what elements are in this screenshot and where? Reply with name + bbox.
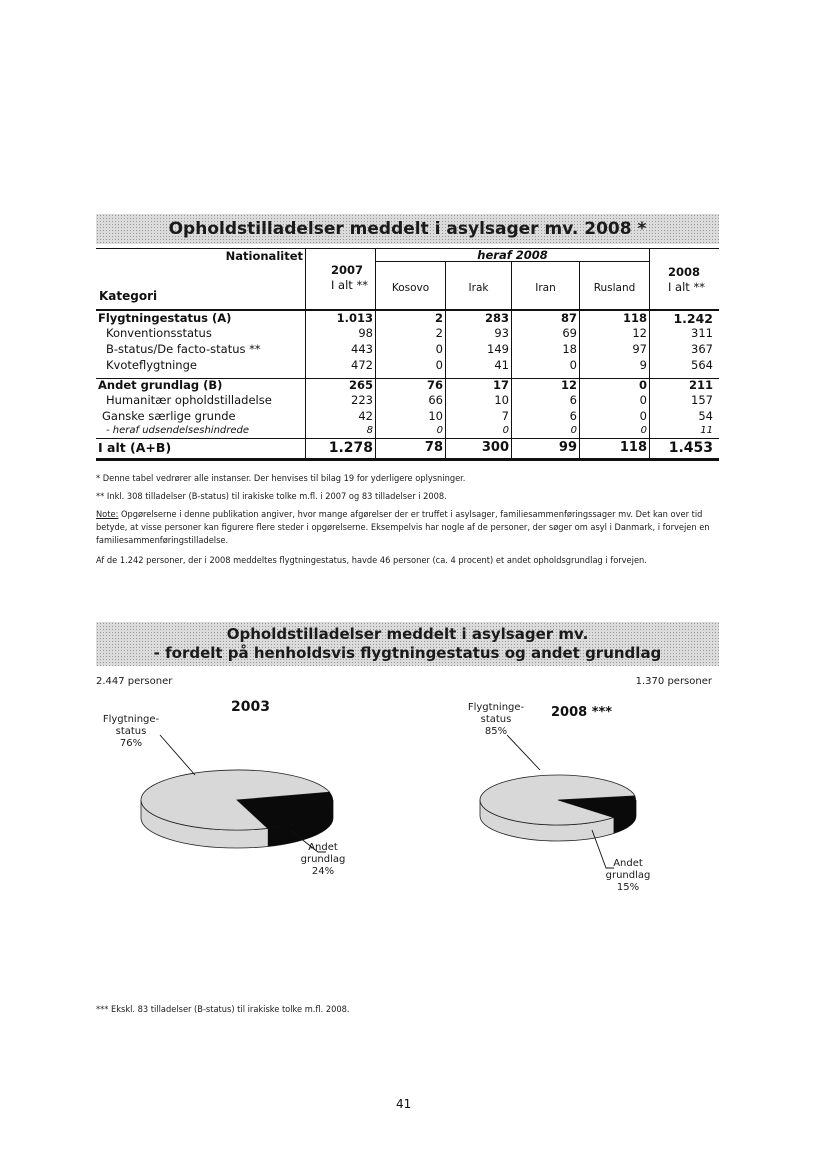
cell-2007: 223 bbox=[351, 393, 373, 407]
cell-rusland: 0 bbox=[640, 425, 647, 436]
row-label: Andet grundlag (B) bbox=[98, 378, 223, 392]
cell-irak: 41 bbox=[494, 358, 509, 372]
cell-irak: 300 bbox=[481, 440, 509, 455]
cell-irak: 17 bbox=[492, 378, 509, 392]
label-line: Andet bbox=[613, 858, 643, 869]
row-label: Flygtningestatus (A) bbox=[98, 311, 232, 325]
cell-iran: 18 bbox=[562, 342, 577, 356]
cell-2008: 311 bbox=[691, 326, 713, 340]
cell-kosovo: 0 bbox=[435, 358, 443, 372]
label-line: Andet bbox=[308, 842, 338, 853]
cell-2008: 1.453 bbox=[668, 440, 713, 456]
row-label: B-status/De facto-status ** bbox=[106, 342, 261, 356]
cell-iran: 6 bbox=[569, 393, 577, 407]
cell-2008: 54 bbox=[698, 409, 713, 423]
cell-rusland: 0 bbox=[639, 409, 647, 423]
cell-2008: 1.242 bbox=[673, 311, 713, 326]
chart-title-1: Opholdstilladelser meddelt i asylsager mv. bbox=[226, 625, 589, 643]
cell-2008: 11 bbox=[700, 425, 713, 436]
total-2008: 1.370 personer bbox=[635, 676, 712, 687]
cell-rusland: 97 bbox=[632, 342, 647, 356]
row-label: Kvoteflygtninge bbox=[106, 358, 197, 372]
header-rusland: Rusland bbox=[593, 282, 636, 294]
header-nationalitet: Nationalitet bbox=[225, 249, 303, 263]
cell-iran: 99 bbox=[558, 440, 577, 455]
cell-kosovo: 66 bbox=[428, 393, 443, 407]
note-4: Af de 1.242 personer, der i 2008 meddeltes flygtningestatus, havde 46 personer (ca. 4 procent) et andet opholdsgrundlag i forvejen. bbox=[96, 555, 647, 566]
label-line: 85% bbox=[484, 726, 508, 737]
cell-rusland: 0 bbox=[638, 378, 647, 392]
cell-rusland: 9 bbox=[639, 358, 647, 372]
chart-title-2008: 2008 *** bbox=[551, 705, 613, 720]
row-label: Konventionsstatus bbox=[106, 326, 212, 340]
row-label: Humanitær opholdstilladelse bbox=[106, 393, 272, 407]
label-line: 76% bbox=[119, 738, 143, 749]
cell-iran: 6 bbox=[569, 409, 577, 423]
leader-line bbox=[160, 735, 195, 775]
label-line: Flygtninge- bbox=[467, 702, 525, 713]
pie-2008 bbox=[480, 735, 636, 868]
header-iran: Iran bbox=[535, 282, 556, 294]
cell-iran: 69 bbox=[562, 326, 577, 340]
cell-rusland: 0 bbox=[639, 393, 647, 407]
cell-2008: 367 bbox=[691, 342, 713, 356]
cell-rusland: 118 bbox=[622, 311, 647, 325]
row-label: I alt (A+B) bbox=[98, 440, 172, 455]
table-title: Opholdstilladelser meddelt i asylsager mv. 2008 * bbox=[96, 214, 719, 244]
cell-2007: 265 bbox=[348, 378, 373, 392]
cell-irak: 283 bbox=[484, 311, 509, 325]
cell-kosovo: 10 bbox=[428, 409, 443, 423]
note-3-head: Note: bbox=[96, 509, 119, 520]
cell-iran: 87 bbox=[560, 311, 577, 325]
cell-rusland: 12 bbox=[632, 326, 647, 340]
label-line: status bbox=[115, 726, 147, 737]
note-2: ** Inkl. 308 tilladelser (B-status) til irakiske tolke m.fl. i 2007 og 83 tilladelser i 2008. bbox=[96, 491, 447, 502]
chart-title-2: - fordelt på henholdsvis flygtningestatus og andet grundlag bbox=[153, 644, 662, 662]
cell-kosovo: 2 bbox=[434, 311, 443, 325]
pie-2003 bbox=[141, 735, 333, 852]
cell-iran: 0 bbox=[570, 425, 577, 436]
leader-line bbox=[507, 735, 540, 770]
page-number: 41 bbox=[396, 1097, 412, 1111]
cell-rusland: 118 bbox=[619, 440, 647, 455]
label-line: 24% bbox=[311, 866, 335, 877]
cell-2007: 42 bbox=[358, 409, 373, 423]
cell-2007: 1.278 bbox=[328, 440, 373, 456]
cell-kosovo: 76 bbox=[426, 378, 443, 392]
cell-2007: 8 bbox=[366, 425, 373, 436]
cell-irak: 149 bbox=[487, 342, 509, 356]
cell-kosovo: 0 bbox=[436, 425, 443, 436]
header-kategori: Kategori bbox=[99, 289, 158, 303]
cell-kosovo: 2 bbox=[435, 326, 443, 340]
cell-irak: 10 bbox=[494, 393, 509, 407]
cell-2007: 472 bbox=[351, 358, 373, 372]
cell-2008: 157 bbox=[691, 393, 713, 407]
cell-iran: 12 bbox=[560, 378, 577, 392]
label-line: grundlag bbox=[300, 854, 346, 865]
header-kosovo: Kosovo bbox=[391, 282, 430, 294]
label-line: grundlag bbox=[605, 870, 651, 881]
header-2007-sub: I alt ** bbox=[331, 278, 368, 292]
cell-2007: 443 bbox=[351, 342, 373, 356]
row-label: - heraf udsendelseshindrede bbox=[106, 425, 250, 436]
footnote: *** Ekskl. 83 tilladelser (B-status) til irakiske tolke m.fl. 2008. bbox=[96, 1004, 350, 1015]
cell-kosovo: 0 bbox=[435, 342, 443, 356]
cell-2008: 211 bbox=[688, 378, 713, 392]
cell-irak: 93 bbox=[494, 326, 509, 340]
cell-2007: 1.013 bbox=[336, 311, 373, 325]
cell-irak: 7 bbox=[501, 409, 509, 423]
chart-title-2003: 2003 bbox=[231, 699, 270, 715]
header-2008-sub: I alt ** bbox=[668, 280, 705, 294]
cell-iran: 0 bbox=[569, 358, 577, 372]
label-line: Flygtninge- bbox=[102, 714, 160, 725]
header-2008: 2008 bbox=[668, 265, 701, 279]
cell-irak: 0 bbox=[502, 425, 509, 436]
note-3-body: Opgørelserne i denne publikation angiver, hvor mange afgørelser der er truffet i asylsager, familiesammenføringssager mv. Det kan over tid betyde, at visse personer kan figurere flere steder i opgørelserne. Eksempelvis har nogle af de personer, der søger om asyl i Danmark, i forvejen en familiesammenføringstilladelse. bbox=[96, 509, 710, 546]
row-label: Ganske særlige grunde bbox=[102, 409, 236, 423]
header-2007: 2007 bbox=[331, 263, 364, 277]
label-line: status bbox=[480, 714, 512, 725]
header-irak: Irak bbox=[468, 282, 489, 294]
cell-2008: 564 bbox=[691, 358, 713, 372]
label-line: 15% bbox=[616, 882, 640, 893]
cell-2007: 98 bbox=[358, 326, 373, 340]
note-1: * Denne tabel vedrører alle instanser. Der henvises til bilag 19 for yderligere oplysninger. bbox=[96, 473, 466, 484]
total-2003: 2.447 personer bbox=[96, 676, 173, 687]
header-heraf: heraf 2008 bbox=[477, 248, 548, 262]
cell-kosovo: 78 bbox=[424, 440, 443, 455]
